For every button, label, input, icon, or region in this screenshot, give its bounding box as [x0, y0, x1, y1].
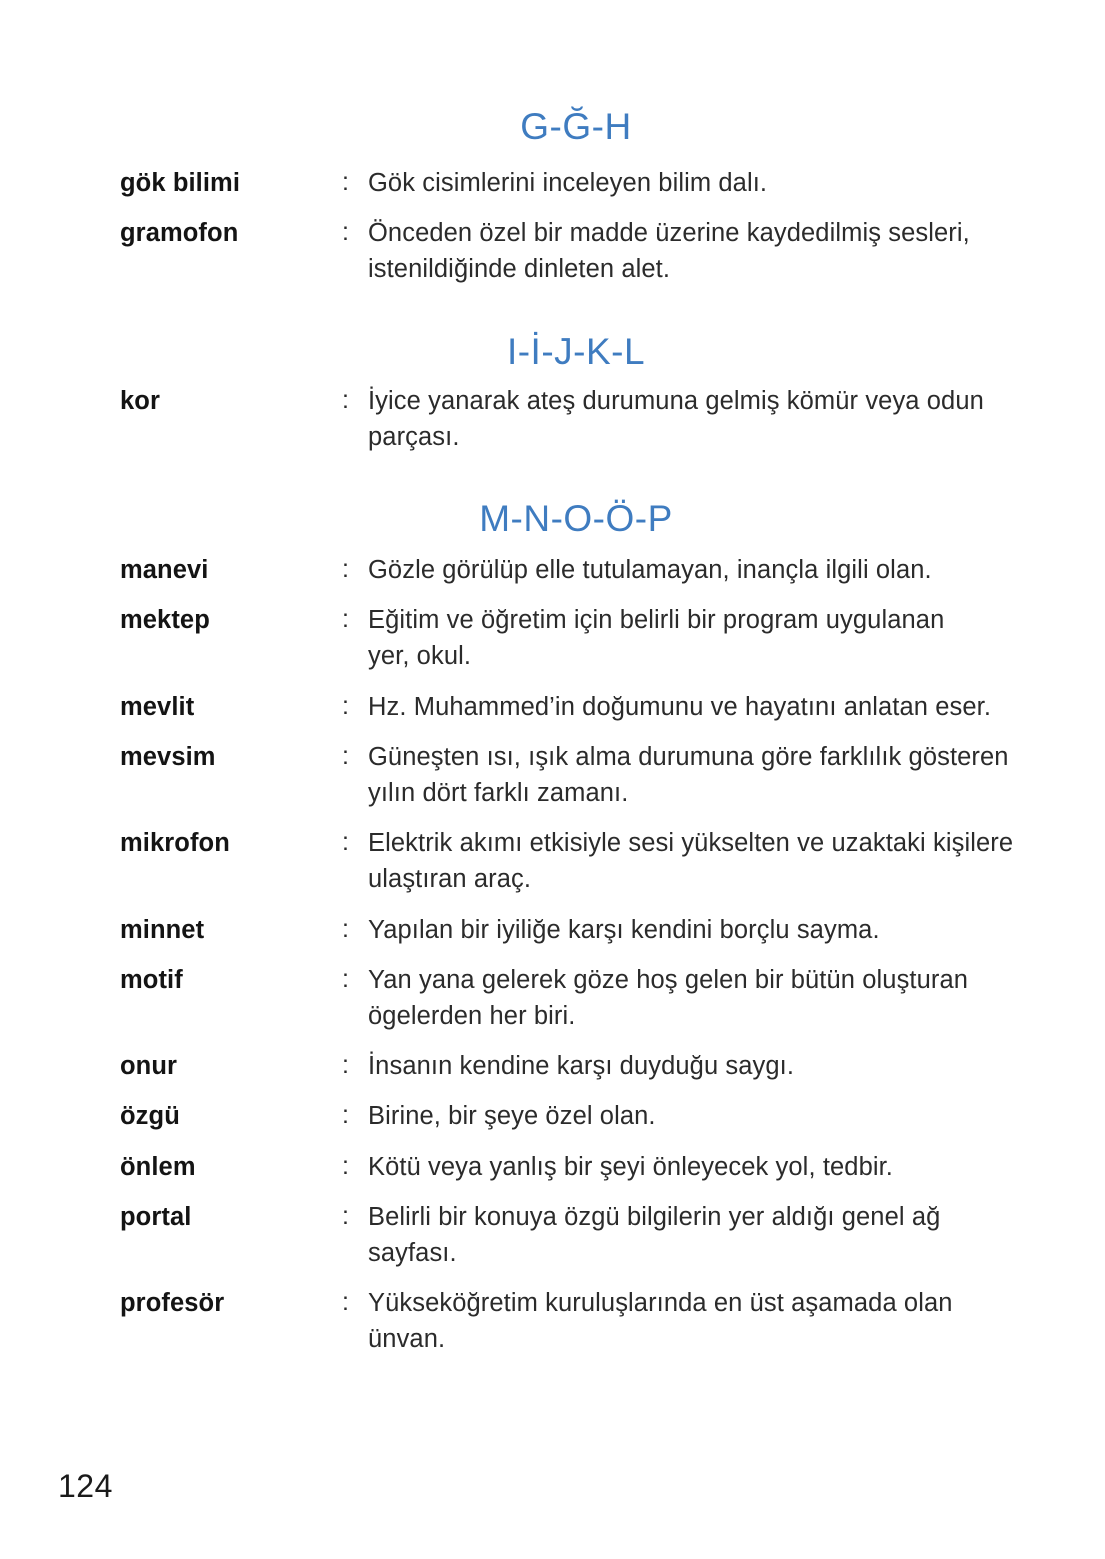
entry-definition: [368, 962, 1060, 1034]
entry-term: minnet: [120, 915, 205, 944]
entry-separator: :: [342, 1201, 349, 1230]
entry-term: önlem: [120, 1152, 196, 1181]
dictionary-entry: [120, 825, 1060, 897]
entry-definition: [368, 739, 1060, 811]
entry-group-i-ij-j-k-l: [120, 383, 1060, 469]
entry-separator: :: [342, 1151, 349, 1180]
entry-term: mevlit: [120, 692, 195, 721]
entry-term: motif: [120, 965, 183, 994]
dictionary-entry: [120, 1149, 1060, 1185]
entry-definition: [368, 912, 1060, 948]
entry-definition-line: Yükseköğretim kuruluşlarında en üst aşamada olan: [368, 1289, 953, 1318]
dictionary-entry: [120, 552, 1060, 588]
page-number: 124: [58, 1468, 113, 1504]
entry-separator: :: [342, 168, 349, 196]
dictionary-entry: [120, 215, 1060, 287]
dictionary-entry: [120, 1199, 1060, 1271]
entry-separator: :: [342, 691, 349, 720]
entry-definition-line: Hz. Muhammed’in doğumunu ve hayatını anlatan eser.: [368, 692, 992, 721]
entry-definition-line: Belirli bir konuya özgü bilgilerin yer aldığı genel ağ: [368, 1202, 941, 1231]
entry-term: gök bilimi: [120, 169, 241, 197]
entry-definition: [368, 689, 1060, 725]
entry-separator: :: [342, 555, 349, 583]
dictionary-entry: [120, 912, 1060, 948]
entry-separator: :: [342, 964, 349, 993]
entry-definition-line: ulaştıran araç.: [368, 865, 532, 894]
entry-term: mevsim: [120, 742, 216, 771]
entry-definition-line: ünvan.: [368, 1325, 446, 1354]
entry-definition: [368, 552, 1060, 588]
entry-definition-line: Güneşten ısı, ışık alma durumuna göre farklılık gösteren: [368, 742, 1009, 771]
entry-definition: [368, 825, 1060, 897]
entry-term: portal: [120, 1202, 192, 1231]
entry-separator: :: [342, 828, 349, 857]
entry-definition: [368, 383, 1060, 455]
entry-definition: [368, 1098, 1060, 1134]
dictionary-entry: [120, 739, 1060, 811]
dictionary-entry: [120, 1285, 1060, 1357]
entry-separator: :: [342, 1051, 349, 1080]
entry-definition: [368, 1048, 1060, 1084]
entry-definition-line: Yapılan bir iyiliğe karşı kendini borçlu sayma.: [368, 915, 880, 944]
entry-definition: [368, 1149, 1060, 1185]
entry-definition-line: İyice yanarak ateş durumuna gelmiş kömür veya odun: [368, 387, 984, 415]
entry-definition: [368, 602, 1060, 674]
entry-definition-line: istenildiğinde dinleten alet.: [368, 255, 671, 284]
entry-separator: :: [342, 218, 349, 247]
section-heading-m-n-o-oe-p: M-N-O-Ö-P: [479, 498, 673, 539]
entry-separator: :: [342, 741, 349, 770]
entry-definition-line: Gözle görülüp elle tutulamayan, inançla ilgili olan.: [368, 556, 932, 584]
entry-definition-line: parçası.: [368, 423, 460, 452]
entry-definition-line: Önceden özel bir madde üzerine kaydedilmiş sesleri,: [368, 219, 970, 248]
entry-definition-line: yılın dört farklı zamanı.: [368, 779, 629, 808]
dictionary-entry: [120, 962, 1060, 1034]
entry-term: onur: [120, 1052, 178, 1081]
entry-definition-line: Gök cisimlerini inceleyen bilim dalı.: [368, 169, 768, 197]
entry-definition-line: Yan yana gelerek göze hoş gelen bir bütün oluşturan: [368, 965, 969, 994]
entry-term: özgü: [120, 1102, 180, 1131]
entry-separator: :: [342, 386, 349, 414]
entry-definition-line: ögelerden her biri.: [368, 1002, 576, 1031]
entry-definition: [368, 215, 1060, 287]
entry-definition-line: sayfası.: [368, 1239, 457, 1268]
entry-definition-line: Eğitim ve öğretim için belirli bir program uygulanan: [368, 606, 945, 635]
entry-definition-line: Kötü veya yanlış bir şeyi önleyecek yol, tedbir.: [368, 1152, 893, 1181]
dictionary-entry: [120, 1098, 1060, 1134]
entry-definition-line: Elektrik akımı etkisiyle sesi yükselten ve uzaktaki kişilere: [368, 829, 1014, 858]
entry-definition-line: yer, okul.: [368, 642, 472, 671]
dictionary-entry: [120, 383, 1060, 455]
entry-definition-line: Birine, bir şeye özel olan.: [368, 1102, 656, 1131]
entry-term: mektep: [120, 606, 210, 635]
dictionary-entry: [120, 689, 1060, 725]
entry-term: mikrofon: [120, 829, 230, 858]
entry-definition-line: İnsanın kendine karşı duyduğu saygı.: [368, 1052, 795, 1081]
entry-term: kor: [120, 387, 160, 415]
entry-separator: :: [342, 605, 349, 634]
entry-group-g-gh-h: [120, 165, 1060, 302]
dictionary-entry: [120, 1048, 1060, 1084]
entry-term: gramofon: [120, 219, 239, 248]
entry-group-m-n-o-oe-p: [120, 552, 1060, 1372]
dictionary-entry: [120, 602, 1060, 674]
entry-separator: :: [342, 1288, 349, 1317]
entry-term: profesör: [120, 1289, 225, 1318]
section-heading-g-gh-h: G-Ğ-H: [520, 106, 632, 147]
entry-separator: :: [342, 1101, 349, 1130]
section-heading-i-ij-j-k-l: I-İ-J-K-L: [506, 331, 646, 372]
entry-definition: [368, 1199, 1060, 1271]
entry-definition: [368, 1285, 1060, 1357]
entry-separator: :: [342, 914, 349, 943]
dictionary-entry: [120, 165, 1060, 201]
entry-definition: [368, 165, 1060, 201]
entry-term: manevi: [120, 556, 209, 584]
